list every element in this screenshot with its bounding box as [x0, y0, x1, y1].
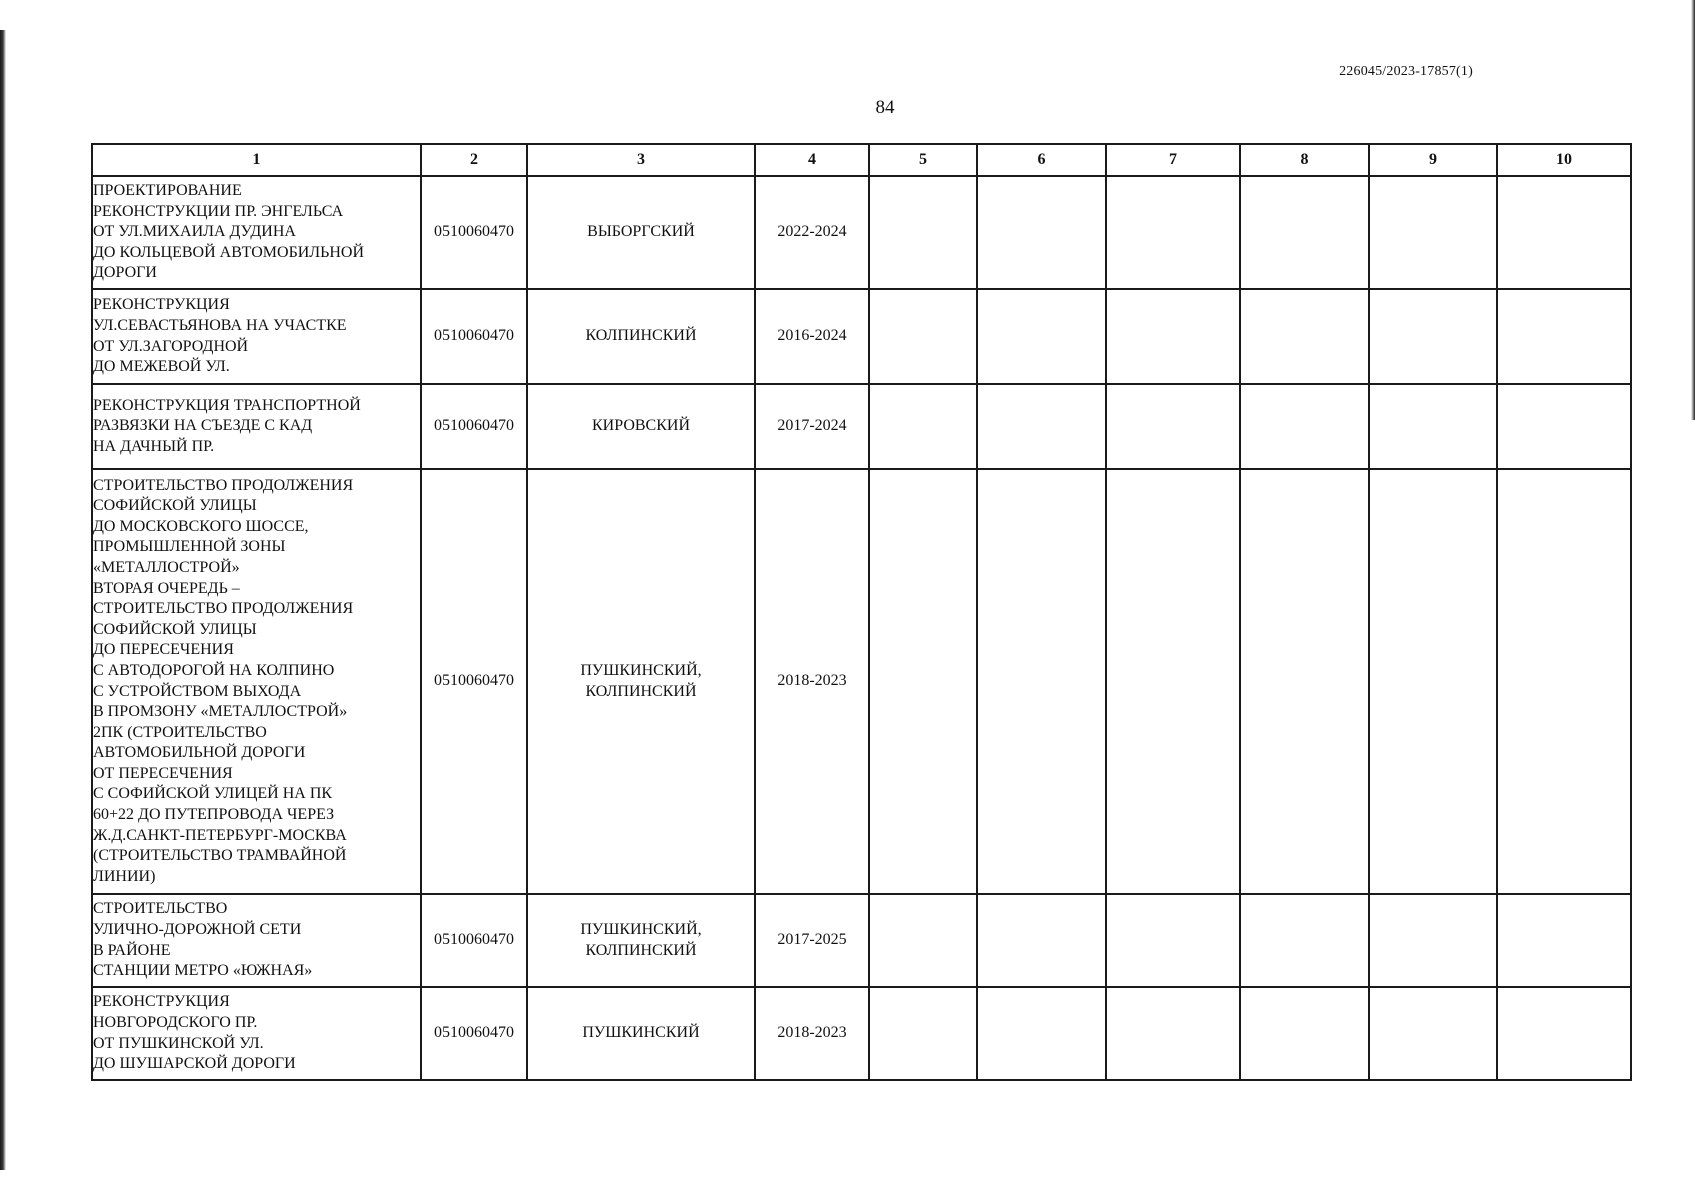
- empty-cell: [1369, 469, 1497, 894]
- column-header-4: 4: [755, 144, 869, 176]
- budget-code-cell: 0510060470: [421, 289, 527, 384]
- district-cell: КОЛПИНСКИЙ: [527, 289, 755, 384]
- empty-cell: [1240, 384, 1369, 469]
- empty-cell: [1106, 176, 1240, 289]
- table-row: [92, 176, 1631, 289]
- object-name-cell: РЕКОНСТРУКЦИЯ ТРАНСПОРТНОЙ РАЗВЯЗКИ НА СЪЕЗДЕ С КАД НА ДАЧНЫЙ ПР.: [92, 384, 421, 469]
- empty-cell: [977, 894, 1106, 987]
- empty-cell: [1106, 469, 1240, 894]
- empty-cell: [869, 176, 977, 289]
- table-row: [92, 289, 1631, 384]
- empty-cell: [1369, 894, 1497, 987]
- budget-code-cell: 0510060470: [421, 469, 527, 894]
- column-header-7: 7: [1106, 144, 1240, 176]
- empty-cell: [1240, 987, 1369, 1080]
- column-header-1: 1: [92, 144, 421, 176]
- object-name-cell: СТРОИТЕЛЬСТВО ПРОДОЛЖЕНИЯ СОФИЙСКОЙ УЛИЦЫ ДО МОСКОВСКОГО ШОССЕ, ПРОМЫШЛЕННОЙ ЗОНЫ «МЕТАЛЛОСТРОЙ» ВТОРАЯ ОЧЕРЕДЬ – СТРОИТЕЛЬСТВО ПРОДОЛЖЕНИЯ СОФИЙСКОЙ УЛИЦЫ ДО ПЕРЕСЕЧЕНИЯ С АВТОДОРОГОЙ НА КОЛПИНО С УСТРОЙСТВОМ ВЫХОДА В ПРОМЗОНУ «МЕТАЛЛОСТРОЙ» 2ПК (СТРОИТЕЛЬСТВО АВТОМОБИЛЬНОЙ ДОРОГИ ОТ ПЕРЕСЕЧЕНИЯ С СОФИЙСКОЙ УЛИЦЕЙ НА ПК 60+22 ДО ПУТЕПРОВОДА ЧЕРЕЗ Ж.Д.САНКТ-ПЕТЕРБУРГ-МОСКВА (СТРОИТЕЛЬСТВО ТРАМВАЙНОЙ ЛИНИИ): [92, 469, 421, 894]
- column-header-3: 3: [527, 144, 755, 176]
- object-name-cell: РЕКОНСТРУКЦИЯ УЛ.СЕВАСТЬЯНОВА НА УЧАСТКЕ ОТ УЛ.ЗАГОРОДНОЙ ДО МЕЖЕВОЙ УЛ.: [92, 289, 421, 384]
- district-cell: ПУШКИНСКИЙ, КОЛПИНСКИЙ: [527, 894, 755, 987]
- empty-cell: [1106, 894, 1240, 987]
- budget-code-cell: 0510060470: [421, 176, 527, 289]
- district-cell: ПУШКИНСКИЙ, КОЛПИНСКИЙ: [527, 469, 755, 894]
- district-cell: ВЫБОРГСКИЙ: [527, 176, 755, 289]
- object-name-cell: СТРОИТЕЛЬСТВО УЛИЧНО-ДОРОЖНОЙ СЕТИ В РАЙОНЕ СТАНЦИИ МЕТРО «ЮЖНАЯ»: [92, 894, 421, 987]
- empty-cell: [1369, 289, 1497, 384]
- empty-cell: [1497, 289, 1631, 384]
- empty-cell: [1240, 469, 1369, 894]
- period-cell: 2017-2025: [755, 894, 869, 987]
- column-header-6: 6: [977, 144, 1106, 176]
- empty-cell: [869, 894, 977, 987]
- period-cell: 2022-2024: [755, 176, 869, 289]
- empty-cell: [1369, 384, 1497, 469]
- object-name-cell: РЕКОНСТРУКЦИЯ НОВГОРОДСКОГО ПР. ОТ ПУШКИНСКОЙ УЛ. ДО ШУШАРСКОЙ ДОРОГИ: [92, 987, 421, 1080]
- empty-cell: [977, 987, 1106, 1080]
- page-number: 84: [875, 97, 895, 118]
- period-cell: 2017-2024: [755, 384, 869, 469]
- header-row: [92, 144, 1631, 176]
- scan-edge-left: [0, 30, 6, 1170]
- empty-cell: [1106, 384, 1240, 469]
- object-name-cell: ПРОЕКТИРОВАНИЕ РЕКОНСТРУКЦИИ ПР. ЭНГЕЛЬСА ОТ УЛ.МИХАИЛА ДУДИНА ДО КОЛЬЦЕВОЙ АВТОМОБИЛЬНОЙ ДОРОГИ: [92, 176, 421, 289]
- district-cell: КИРОВСКИЙ: [527, 384, 755, 469]
- empty-cell: [1240, 289, 1369, 384]
- empty-cell: [1240, 894, 1369, 987]
- district-cell: ПУШКИНСКИЙ: [527, 987, 755, 1080]
- empty-cell: [1497, 987, 1631, 1080]
- budget-code-cell: 0510060470: [421, 384, 527, 469]
- column-header-5: 5: [869, 144, 977, 176]
- empty-cell: [977, 384, 1106, 469]
- empty-cell: [977, 176, 1106, 289]
- empty-cell: [1497, 469, 1631, 894]
- column-header-9: 9: [1369, 144, 1497, 176]
- period-cell: 2018-2023: [755, 469, 869, 894]
- period-cell: 2016-2024: [755, 289, 869, 384]
- empty-cell: [1106, 289, 1240, 384]
- empty-cell: [869, 384, 977, 469]
- empty-cell: [1369, 176, 1497, 289]
- empty-cell: [1497, 384, 1631, 469]
- empty-cell: [977, 469, 1106, 894]
- table-row: [92, 469, 1631, 894]
- empty-cell: [869, 987, 977, 1080]
- empty-cell: [977, 289, 1106, 384]
- empty-cell: [1240, 176, 1369, 289]
- empty-cell: [1369, 987, 1497, 1080]
- budget-code-cell: 0510060470: [421, 894, 527, 987]
- table-row: [92, 894, 1631, 987]
- column-header-8: 8: [1240, 144, 1369, 176]
- document-id: 226045/2023-17857(1): [1339, 64, 1473, 79]
- table-row: [92, 384, 1631, 469]
- column-header-2: 2: [421, 144, 527, 176]
- empty-cell: [869, 289, 977, 384]
- column-header-10: 10: [1497, 144, 1631, 176]
- budget-code-cell: 0510060470: [421, 987, 527, 1080]
- scan-edge-right: [1691, 0, 1695, 420]
- empty-cell: [1497, 894, 1631, 987]
- empty-cell: [1106, 987, 1240, 1080]
- objects-table: [91, 143, 1632, 1081]
- empty-cell: [1497, 176, 1631, 289]
- period-cell: 2018-2023: [755, 987, 869, 1080]
- empty-cell: [869, 469, 977, 894]
- table-row: [92, 987, 1631, 1080]
